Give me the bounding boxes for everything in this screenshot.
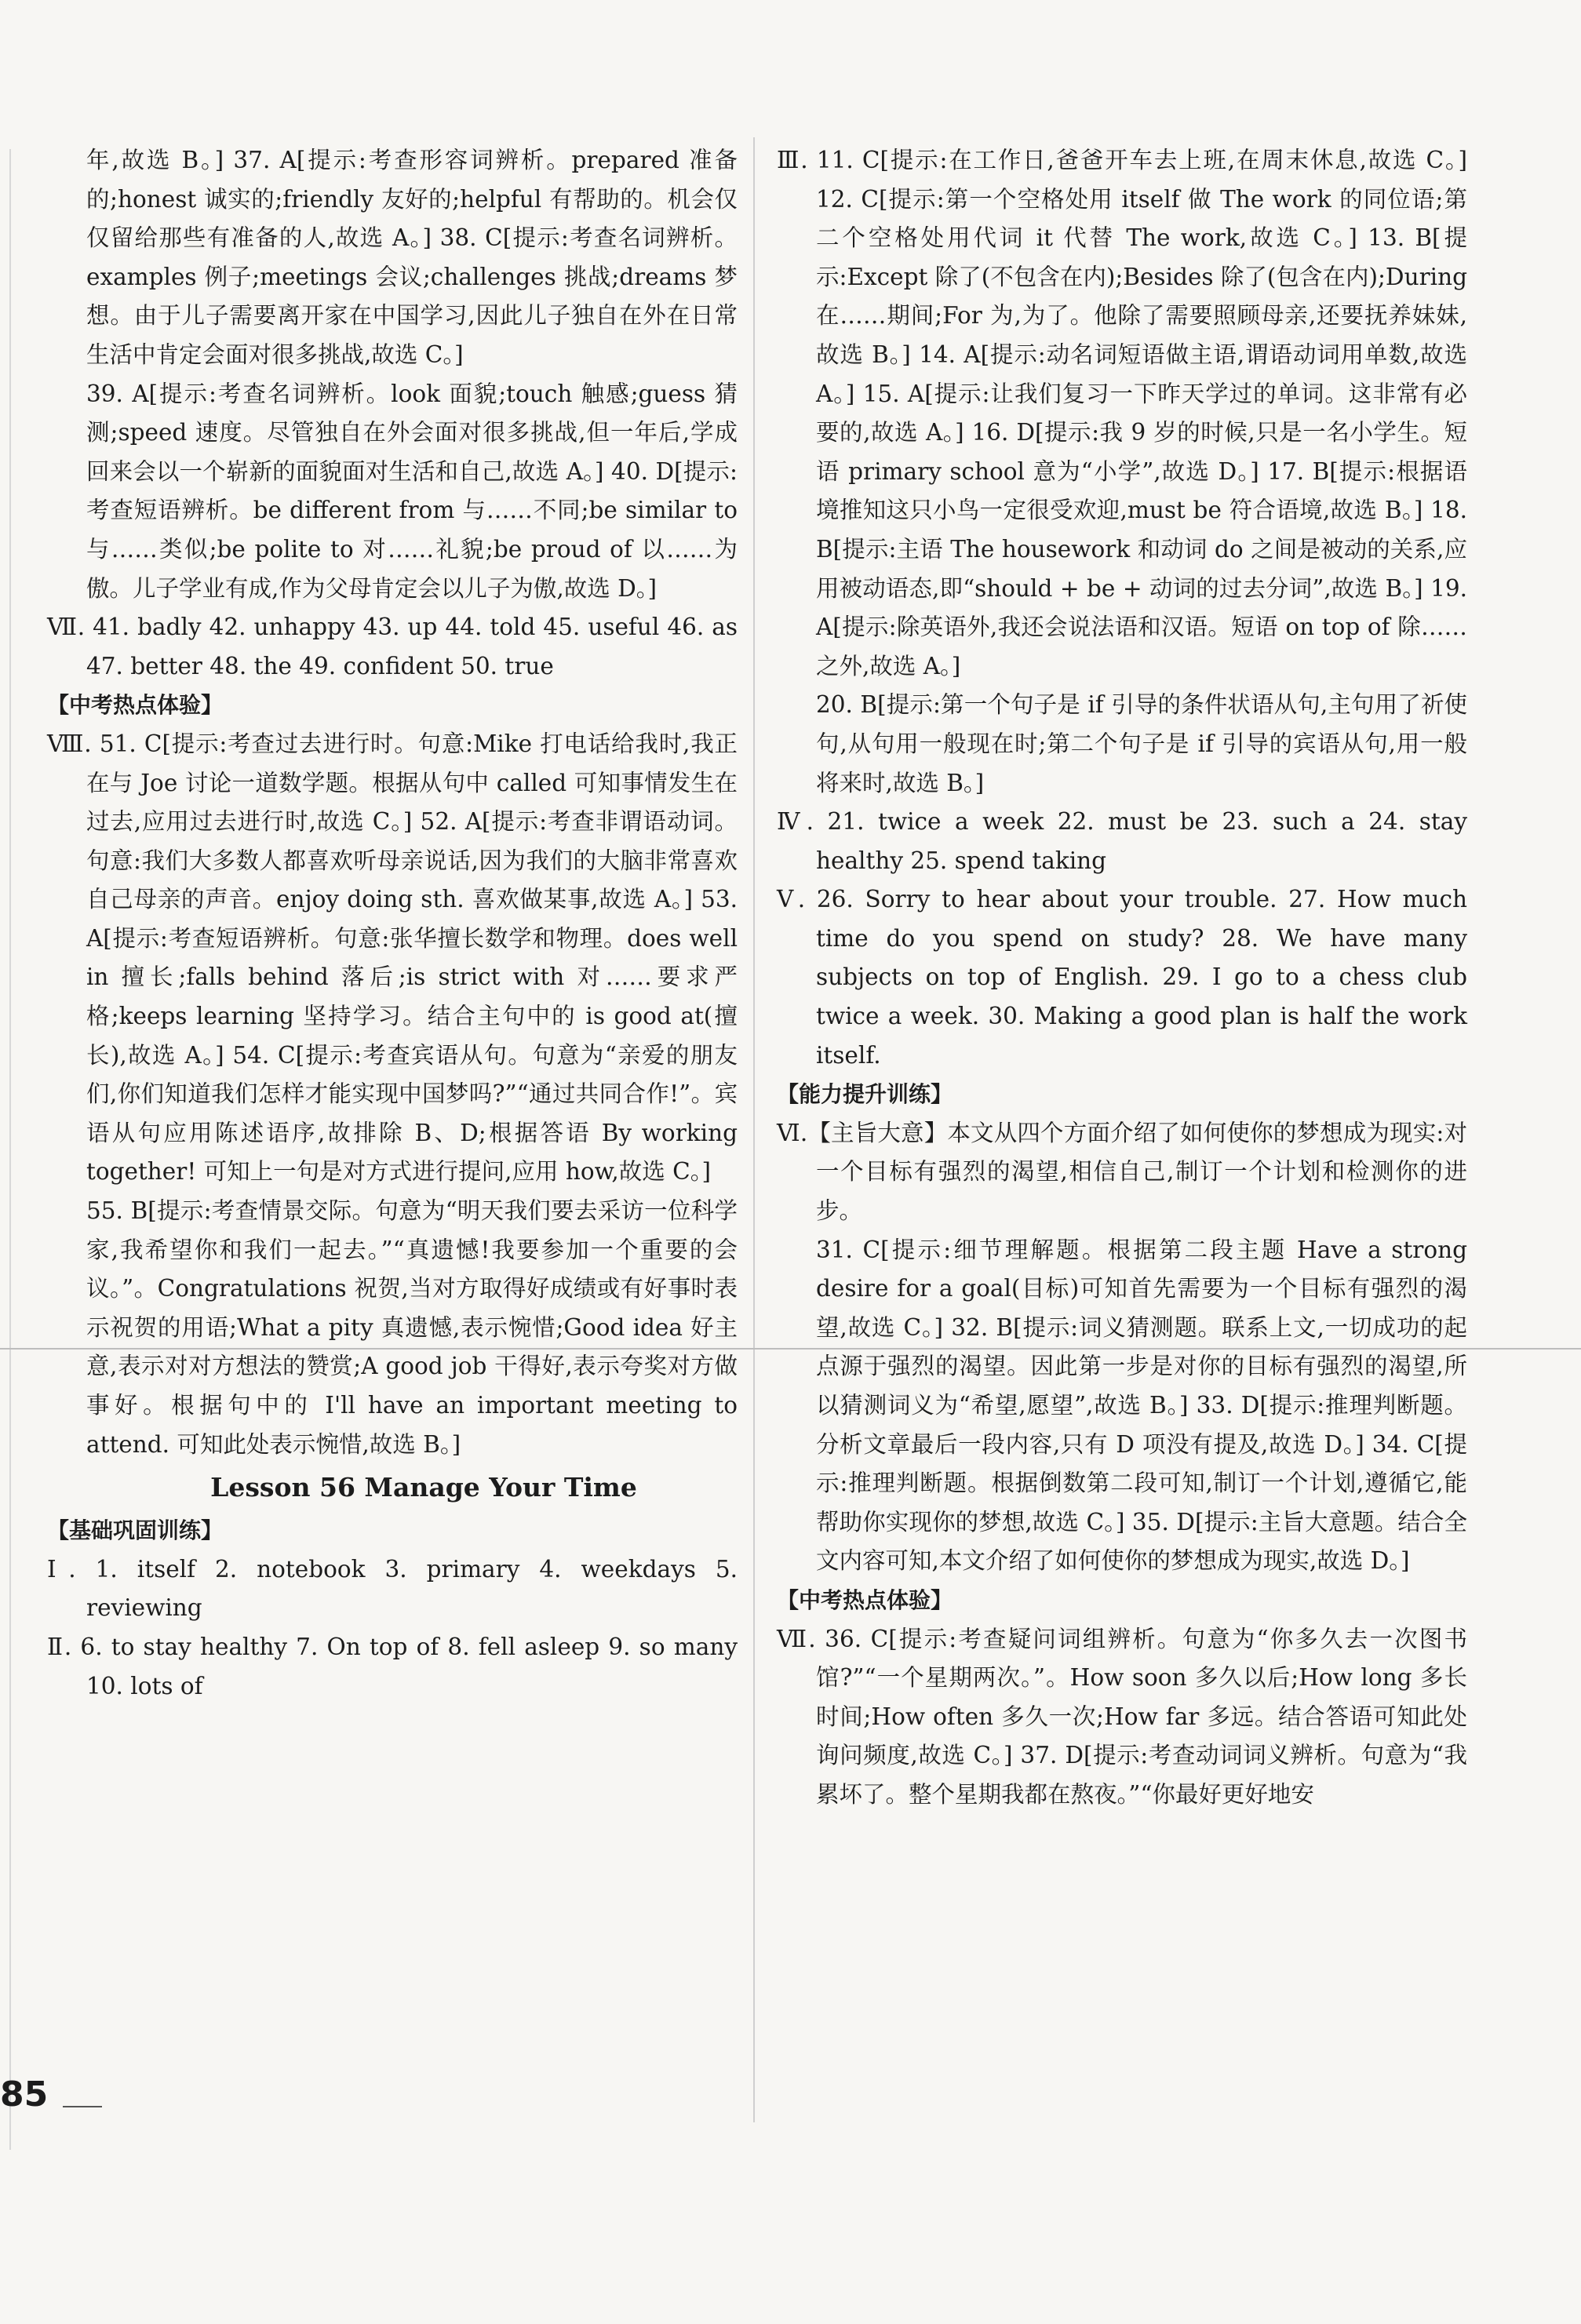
answer-group: Ⅴ. 26. Sorry to hear about your trouble. 27. How much time do you spend on study? 28. We have many subjects on top of English. 29. I go to a chess club twice a week. 30. Making a good plan is half the work itself. [777,886,1467,1069]
right-column [777,141,1467,1815]
page-number: 85 [0,2074,49,2115]
answer-group: Ⅱ. 6. to stay healthy 7. On top of 8. fell asleep 9. so many 10. lots of [47,1633,738,1699]
answer-group: Ⅷ. 51. C[提示:考查过去进行时。句意:Mike 打电话给我时,我正在与 Joe 讨论一道数学题。根据从句中 called 可知事情发生在过去,应用过去进行时,故选 C。] 52. A[提示:考查非谓语动词。句意:我们大多数人都喜欢听母亲说话,因为我们的大脑非常喜欢自己母亲的声音。enjoy doing sth. 喜欢做某事,故选 A。] 53. A[提示:考查短语辨析。句意:张华擅长数学和物理。does well in 擅长;falls behind 落后;is strict with 对……要求严格;keeps learning 坚持学习。结合主句中的 is good at(擅长),故选 A。] 54. C[提示:考查宾语从句。句意为“亲爱的朋友们,你们知道我们怎样才能实现中国梦吗?”“通过共同合作!”。宾语从句应用陈述语序,故排除 B、D;根据答语 By working together! 可知上一句是对方式进行提问,应用 how,故选 C。] [47,730,738,1186]
left-column [47,141,738,1706]
answer-group: Ⅲ. 11. C[提示:在工作日,爸爸开车去上班,在周末休息,故选 C。] 12. C[提示:第一个空格处用 itself 做 The work 的同位语;第二个空格处用代词 it 代替 The work,故选 C。] 13. B[提示:Except 除了(不包含在内);Besides 除了(包含在内);During 在……期间;For 为,为了。他除了需要照顾母亲,还要抚养妹妹,故选 B。] 14. A[提示:动名词短语做主语,谓语动词用单数,故选 A。] 15. A[提示:让我们复习一下昨天学过的单词。这非常有必要的,故选 A。] 16. D[提示:我 9 岁的时候,只是一名小学生。短语 primary school 意为“小学”,故选 D。] 17. B[提示:根据语境推知这只小鸟一定很受欢迎,must be 符合语境,故选 B。] 18. B[提示:主语 The housework 和动词 do 之间是被动的关系,应用被动语态,即“should + be + 动词的过去分词”,故选 B。] 19. A[提示:除英语外,我还会说法语和汉语。短语 on top of 除……之外,故选 A。] [777,147,1467,679]
answer-group: Ⅶ. 36. C[提示:考查疑问词组辨析。句意为“你多久去一次图书馆?”“一个星期两次。”。How soon 多久以后;How long 多长时间;How often 多久一次;How far 多远。结合答语可知此处询问频度,故选 C。] 37. D[提示:考查动词词义辨析。句意为“我累坏了。整个星期我都在熬夜。”“你最好更好地安 [777,1625,1467,1808]
answer-paragraph: 31. C[提示:细节理解题。根据第二段主题 Have a strong desire for a goal(目标)可知首先需要为一个目标有强烈的渴望,故选 C。] 32. B[提示:词义猜测题。联系上文,一切成功的起点源于强烈的渴望。因此第一步是对你的目标有强烈的渴望,所以猜测词义为“希望,愿望”,故选 B。] 33. D[提示:推理判断题。分析文章最后一段内容,只有 D 项没有提及,故选 D。] 34. C[提示:推理判断题。根据倒数第二段可知,制订一个计划,遵循它,能帮助你实现你的梦想,故选 C。] 35. D[提示:主旨大意题。结合全文内容可知,本文介绍了如何使你的梦想成为现实,故选 D。] [816,1236,1467,1575]
answer-paragraph: 20. B[提示:第一个句子是 if 引导的条件状语从句,主句用了祈使句,从句用一般现在时;第二个句子是 if 引导的宾语从句,用一般将来时,故选 B。] [816,691,1467,796]
page-edge [9,149,11,2150]
answer-group: Ⅳ. 21. twice a week 22. must be 23. such a 24. stay healthy 25. spend taking [777,808,1467,874]
answer-group: Ⅰ. 1. itself 2. notebook 3. primary 4. weekdays 5. reviewing [47,1555,738,1622]
answer-paragraph: 39. A[提示:考查名词辨析。look 面貌;touch 触感;guess 猜测;speed 速度。尽管独自在外会面对很多挑战,但一年后,学成回来会以一个崭新的面貌面对生活和自己,故选 A。] 40. D[提示:考查短语辨析。be different from 与……不同;be similar to 与……类似;be polite to 对……礼貌;be proud of 以……为傲。儿子学业有成,作为父母肯定会以儿子为傲,故选 D。] [86,380,738,602]
section-heading: 【能力提升训练】 [777,1081,953,1108]
answer-paragraph: 55. B[提示:考查情景交际。句意为“明天我们要去采访一位科学家,我希望你和我们一起去。”“真遗憾!我要参加一个重要的会议。”。Congratulations 祝贺,当对方取得好成绩或有好事时表示祝贺的用语;What a pity 真遗憾,表示惋惜;Good idea 好主意,表示对对方想法的赞赏;A good job 干得好,表示夸奖对方做事好。根据句中的 I'll have an important meeting to attend. 可知此处表示惋惜,故选 B。] [86,1197,738,1458]
section-heading: 【中考热点体验】 [47,692,224,719]
lesson-title: Lesson 56 Manage Your Time [210,1472,637,1503]
section-heading: 【基础巩固训练】 [47,1517,224,1544]
answer-group: Ⅵ.【主旨大意】本文从四个方面介绍了如何使你的梦想成为现实:对一个目标有强烈的渴望,相信自己,制订一个计划和检测你的进步。 [777,1119,1467,1225]
answer-paragraph: 年,故选 B。] 37. A[提示:考查形容词辨析。prepared 准备的;honest 诚实的;friendly 友好的;helpful 有帮助的。机会仅仅留给那些有准备的人,故选 A。] 38. C[提示:考查名词辨析。examples 例子;meetings 会议;challenges 挑战;dreams 梦想。由于儿子需要离开家在中国学习,因此儿子独自在外在日常生活中肯定会面对很多挑战,故选 C。] [86,147,738,368]
section-heading: 【中考热点体验】 [777,1586,953,1613]
answer-group: Ⅶ. 41. badly 42. unhappy 43. up 44. told 45. useful 46. as 47. better 48. the 49. confident 50. true [47,614,738,679]
page-number-rule [63,2106,102,2107]
column-divider [753,137,755,2122]
